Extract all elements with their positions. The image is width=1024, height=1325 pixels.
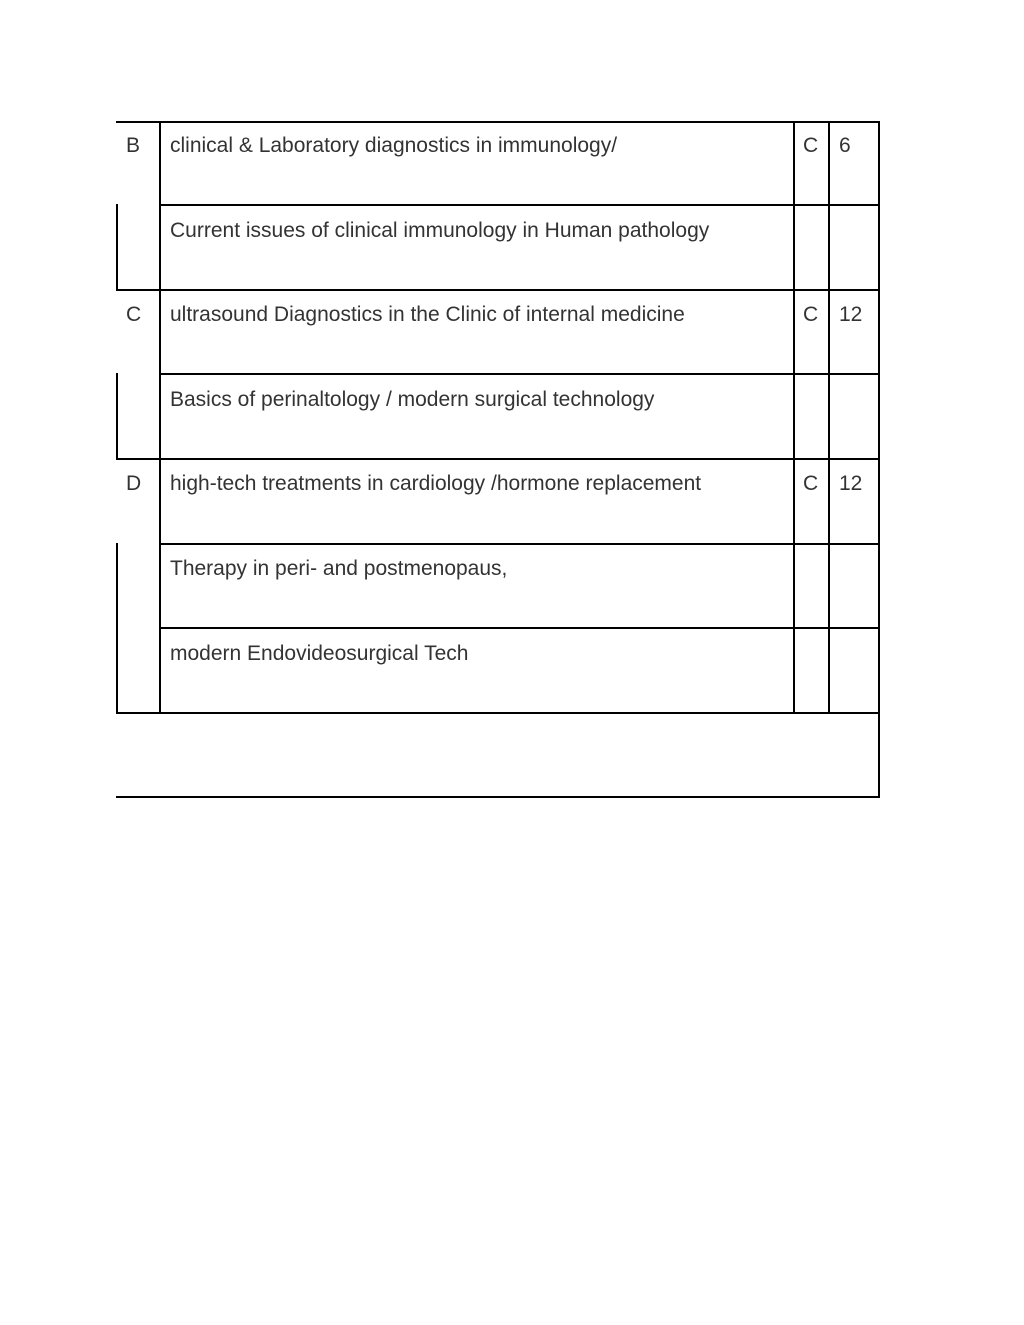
credits-cell: 6 xyxy=(839,134,851,157)
table-border-left xyxy=(116,543,118,713)
credits-cell: 12 xyxy=(839,303,863,326)
subject-cell: high-tech treatments in cardiology /hormone replacement xyxy=(170,472,702,495)
subject-cell: Current issues of clinical immunology in Human pathology xyxy=(170,219,710,242)
row-divider xyxy=(159,204,880,206)
row-divider xyxy=(159,373,880,375)
subject-cell: ultrasound Diagnostics in the Clinic of internal medicine xyxy=(170,303,685,326)
column-divider xyxy=(793,121,795,713)
group-cell: B xyxy=(126,134,141,157)
row-divider xyxy=(116,712,880,714)
type-cell: C xyxy=(803,303,819,326)
column-divider xyxy=(159,121,161,713)
row-divider xyxy=(159,627,880,629)
subject-cell: Basics of perinaltology / modern surgical technology xyxy=(170,388,655,411)
group-cell: C xyxy=(126,303,142,326)
subject-cell: modern Endovideosurgical Tech xyxy=(170,642,469,665)
type-cell: C xyxy=(803,134,819,157)
table-border-top xyxy=(116,121,880,123)
type-cell: C xyxy=(803,472,819,495)
subject-cell: clinical & Laboratory diagnostics in immunology/ xyxy=(170,134,618,157)
credits-cell: 12 xyxy=(839,472,863,495)
subject-cell: Therapy in peri- and postmenopaus, xyxy=(170,557,508,580)
column-divider xyxy=(828,121,830,713)
table-border-right xyxy=(878,121,880,798)
table-border-left xyxy=(116,373,118,459)
row-divider xyxy=(159,543,880,545)
row-divider xyxy=(116,289,880,291)
row-divider xyxy=(116,458,880,460)
table-border-bottom xyxy=(116,796,880,798)
group-cell: D xyxy=(126,472,142,495)
table-border-left xyxy=(116,204,118,290)
